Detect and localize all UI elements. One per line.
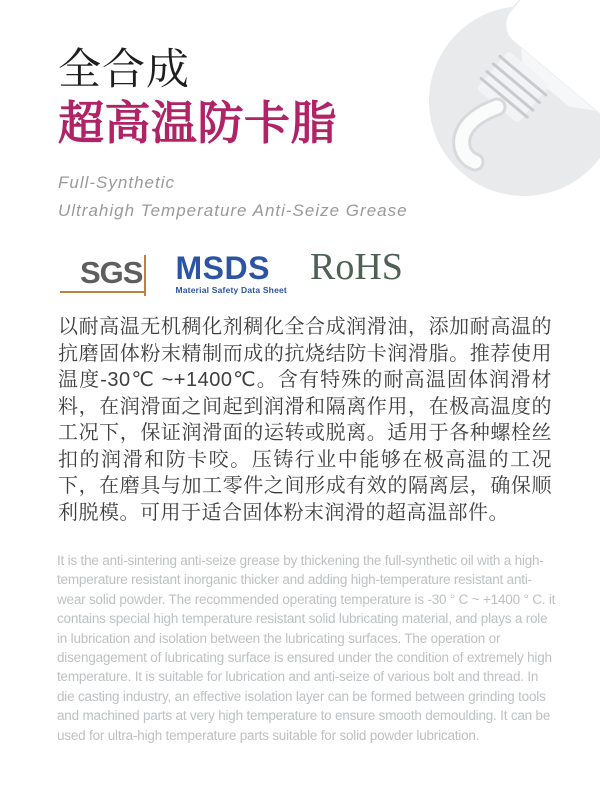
msds-logo-text: MSDS bbox=[175, 250, 270, 286]
msds-logo bbox=[175, 252, 287, 295]
sgs-underline bbox=[60, 291, 146, 293]
description-chinese: 以耐高温无机稠化剂稠化全合成润滑油，添加耐高温的抗磨固体粉末精制而成的抗烧结防卡润滑脂。推荐使用温度-30℃ ~+1400℃。含有特殊的耐高温固体润滑材料，在润滑面之间起到润滑和隔离作用，在极高温度的工况下，保证润滑面的运转或脱离。适用于各种螺栓丝扣的润滑和防卡咬。压铸行业中能够在极高温的工况下，在磨具与加工零件之间形成有效的隔离层，确保顺利脱模。可用于适合固体粉末润滑的超高温部件。 bbox=[58, 316, 552, 524]
description-english: It is the anti-sintering anti-seize grease by thickening the full-synthetic oil with a high-temperature resistant inorganic thicker and adding high-temperature resistant anti-wear solid powder. The recommended operating temperature is -30 ° C ~ +1400 ° C. it contains special high temperature resistant solid lubricating material, and plays a role in lubrication and isolation between the lubricating surfaces. The operation or disengagement of lubricating surface is ensured under the condition of extremely high temperature. It is suitable for lubrication and anti-seize of various bolt and thread. In die casting industry, an effective isolation layer can be formed between grinding tools and machined parts at very high temperature to ensure smooth demoulding. It can be used for ultra-high temperature parts suitable for solid powder lubrication. bbox=[57, 553, 556, 743]
sgs-sideline bbox=[144, 255, 146, 296]
sgs-logo bbox=[60, 257, 152, 295]
product-title-accent: 超高温防卡脂 bbox=[58, 97, 337, 149]
certification-logos bbox=[60, 248, 403, 295]
subtitle-line2: Ultrahigh Temperature Anti-Seize Grease bbox=[58, 201, 408, 220]
subtitle-line1: Full-Synthetic bbox=[58, 173, 175, 192]
subtitle-block bbox=[58, 169, 408, 225]
product-title-cn: 全合成 bbox=[58, 46, 190, 94]
msds-logo-caption: Material Safety Data Sheet bbox=[175, 285, 287, 295]
title-block bbox=[58, 44, 337, 150]
rohs-logo: RoHS bbox=[309, 246, 403, 288]
sgs-logo-text: SGS bbox=[80, 255, 143, 290]
